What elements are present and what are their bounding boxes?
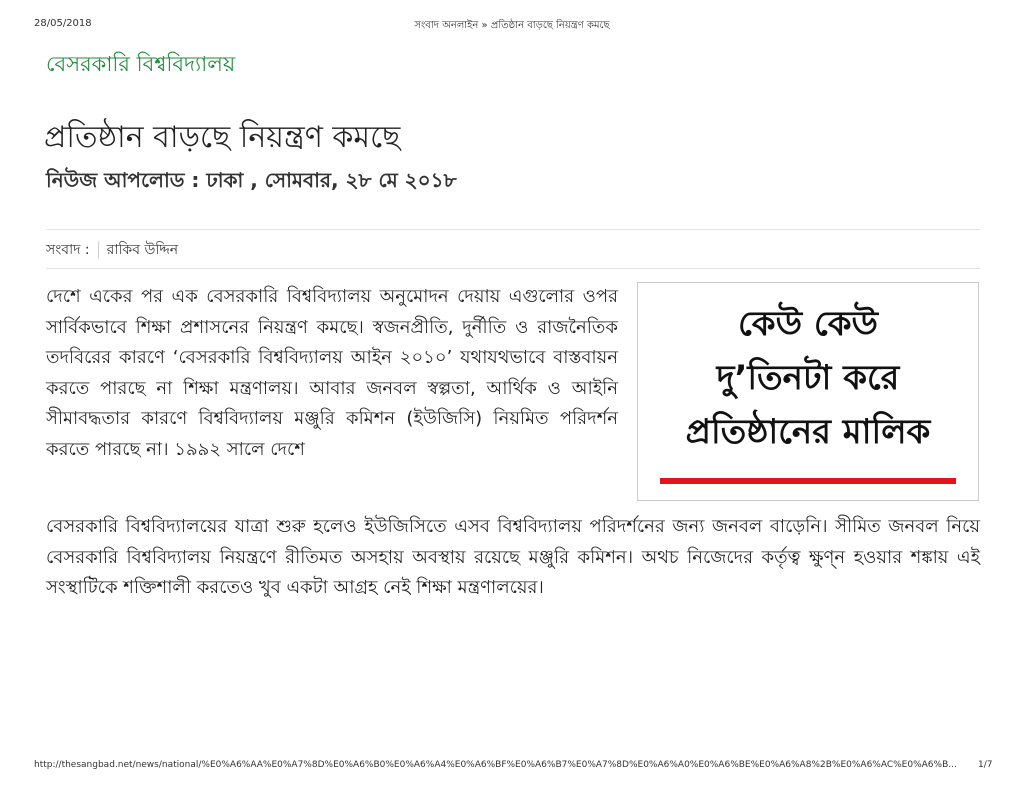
print-date: 28/05/2018 [34,18,92,29]
article-meta: নিউজ আপলোড : ঢাকা , সোমবার, ২৮ মে ২০১৮ [46,168,457,192]
pull-quote-line-3: প্রতিষ্ঠানের মালিক [685,412,931,452]
divider-bottom [46,268,980,269]
reporter-separator [98,241,99,259]
divider-top [46,229,980,230]
article-headline: প্রতিষ্ঠান বাড়ছে নিয়ন্ত্রণ কমছে [44,120,401,155]
pull-quote-box [637,282,979,501]
article-category[interactable]: বেসরকারি বিশ্ববিদ্যালয় [46,52,236,76]
reporter-name: রাকিব উদ্দিন [106,242,179,258]
print-page-title: সংবাদ অনলাইন » প্রতিষ্ঠান বাড়ছে নিয়ন্ত্রণ কমছে [414,20,610,31]
pull-quote-red-bar [660,478,956,484]
pull-quote-line-1: কেউ কেউ [738,304,878,344]
reporter-label: সংবাদ : [46,242,90,258]
print-footer-url[interactable]: http://thesangbad.net/news/national/%E0%A6%AA%E0%A7%8D%E0%A6%B0%E0%A6%A4%E0%A6%BF%E0%A6%B7%E0%A7%8D%E0%A6%A0%E0%A6%BE%E0%A6%A8%2B%E0%A6%AC%E0%A6%B... [34,760,957,770]
article-body-bottom: বেসরকারি বিশ্ববিদ্যালয়ের যাত্রা শুরু হলেও ইউজিসিতে এসব বিশ্ববিদ্যালয় পরিদর্শনের জন্য জনবল বাড়েনি। সীমিত জনবল নিয়ে বেসরকারি বিশ্ববিদ্যালয় নিয়ন্ত্রণে রীতিমত অসহায় অবস্থায় রয়েছে মঞ্জুরি কমিশন। অথচ নিজেদের কর্তৃত্ব ক্ষুণ্ন হওয়ার শঙ্কায় এই সংস্থাটিকে শক্তিশালী করতেও খুব একটা আগ্রহ নেই শিক্ষা মন্ত্রণালয়ের। [46,516,980,598]
pull-quote-line-2: দু’তিনটা করে [716,358,900,398]
print-page-number: 1/7 [978,760,993,770]
article-body-top: দেশে একের পর এক বেসরকারি বিশ্ববিদ্যালয় অনুমোদন দেয়ায় এগুলোর ওপর সার্বিকভাবে শিক্ষা প্রশাসনের নিয়ন্ত্রণ কমছে। স্বজনপ্রীতি, দুর্নীতি ও রাজনৈতিক তদবিরের কারণে ‘বেসরকারি বিশ্ববিদ্যালয় আইন ২০১০’ যথাযথভাবে বাস্তবায়ন করতে পারছে না শিক্ষা মন্ত্রণালয়। আবার জনবল স্বল্পতা, আর্থিক ও আইনি সীমাবদ্ধতার কারণে বিশ্ববিদ্যালয় মঞ্জুরি কমিশন (ইউজিসি) নিয়মিত পরিদর্শন করতে পারছে না। ১৯৯২ সালে দেশে [46,286,618,460]
reporter-line [46,238,178,262]
